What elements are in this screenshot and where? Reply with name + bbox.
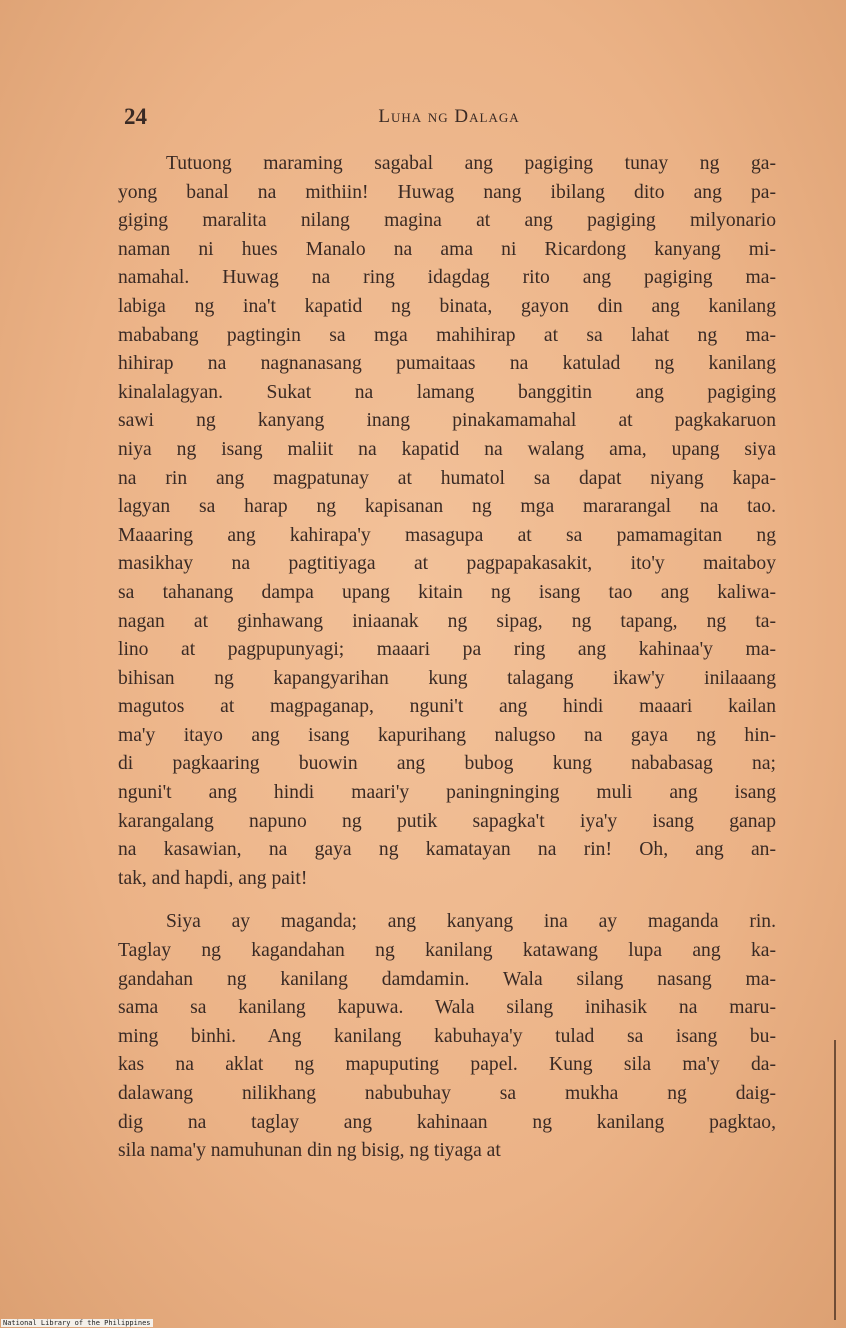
text-line: Maaaring ang kahirapa'y masagupa at sa pamamagitan ng (118, 524, 776, 546)
text-line: bihisan ng kapangyarihan kung talagang ikaw'y inilaaang (118, 667, 776, 689)
text-line: lino at pagpupunyagi; maaari pa ring ang kahinaa'y ma- (118, 639, 776, 661)
text-line: giging maralita nilang magina at ang pagiging milyonario (118, 210, 776, 232)
text-line: karangalang napuno ng putik sapagka't iya'y isang ganap (118, 810, 776, 832)
text-line: ma'y itayo ang isang kapurihang nalugso na gaya ng hin- (118, 724, 776, 746)
text-line: na rin ang magpatunay at humatol sa dapat niyang kapa- (118, 467, 776, 489)
text-line: dig na taglay ang kahinaan ng kanilang pagktao, (118, 1111, 776, 1133)
page-header (124, 104, 774, 138)
text-line: mababang pagtingin sa mga mahihirap at sa lahat ng ma- (118, 324, 776, 346)
page-number: 24 (124, 104, 147, 129)
body-text (118, 150, 776, 1166)
text-line: kas na aklat ng mapuputing papel. Kung sila ma'y da- (118, 1054, 776, 1076)
text-line: labiga ng ina't kapatid ng binata, gayon din ang kanilang (118, 295, 776, 317)
text-line: sawi ng kanyang inang pinakamamahal at pagkakaruon (118, 410, 776, 432)
text-line: niya ng isang maliit na kapatid na walang ama, upang siya (118, 438, 776, 460)
footer-credit: National Library of the Philippines (3, 1319, 151, 1327)
page-edge-shadow (834, 1040, 836, 1320)
text-line: sa tahanang dampa upang kitain ng isang tao ang kaliwa- (118, 581, 776, 603)
text-line: nagan at ginhawang iniaanak ng sipag, ng tapang, ng ta- (118, 610, 776, 632)
text-line: na kasawian, na gaya ng kamatayan na rin! Oh, ang an- (118, 839, 776, 861)
text-line: nguni't ang hindi maari'y paningninging muli ang isang (118, 782, 776, 804)
running-title: Luha ng Dalaga (378, 106, 520, 127)
text-line: ming binhi. Ang kanilang kabuhaya'y tulad sa isang bu- (118, 1025, 776, 1047)
text-line: namahal. Huwag na ring idagdag rito ang pagiging ma- (118, 267, 776, 289)
text-line: di pagkaaring buowin ang bubog kung nababasag na; (118, 753, 776, 775)
paragraph (118, 908, 776, 1165)
text-line: naman ni hues Manalo na ama ni Ricardong kanyang mi- (118, 238, 776, 260)
text-line: Tutuong maraming sagabal ang pagiging tunay ng ga- (166, 153, 776, 174)
text-line: sama sa kanilang kapuwa. Wala silang inihasik na maru- (118, 997, 776, 1019)
text-line: tak, and hapdi, ang pait! (118, 867, 308, 889)
text-line: magutos at magpaganap, nguni't ang hindi maaari kailan (118, 696, 776, 718)
text-line: Siya ay maganda; ang kanyang ina ay maganda rin. (166, 911, 776, 933)
text-line: sila nama'y namuhunan din ng bisig, ng tiyaga at (118, 1140, 501, 1162)
text-line: yong banal na mithiin! Huwag nang ibilang dito ang pa- (118, 181, 776, 203)
text-line: gandahan ng kanilang damdamin. Wala silang nasang ma- (118, 968, 776, 990)
text-line: hihirap na nagnanasang pumaitaas na katulad ng kanilang (118, 353, 776, 375)
text-line: kinalalagyan. Sukat na lamang banggitin ang pagiging (118, 381, 776, 403)
paragraph (118, 150, 776, 893)
text-line: dalawang nilikhang nabubuhay sa mukha ng daig- (118, 1083, 776, 1104)
text-line: Taglay ng kagandahan ng kanilang katawang lupa ang ka- (118, 940, 776, 962)
text-line: masikhay na pagtitiyaga at pagpapakasakit, ito'y maitaboy (118, 553, 776, 575)
text-line: lagyan sa harap ng kapisanan ng mga mararangal na tao. (118, 496, 776, 518)
